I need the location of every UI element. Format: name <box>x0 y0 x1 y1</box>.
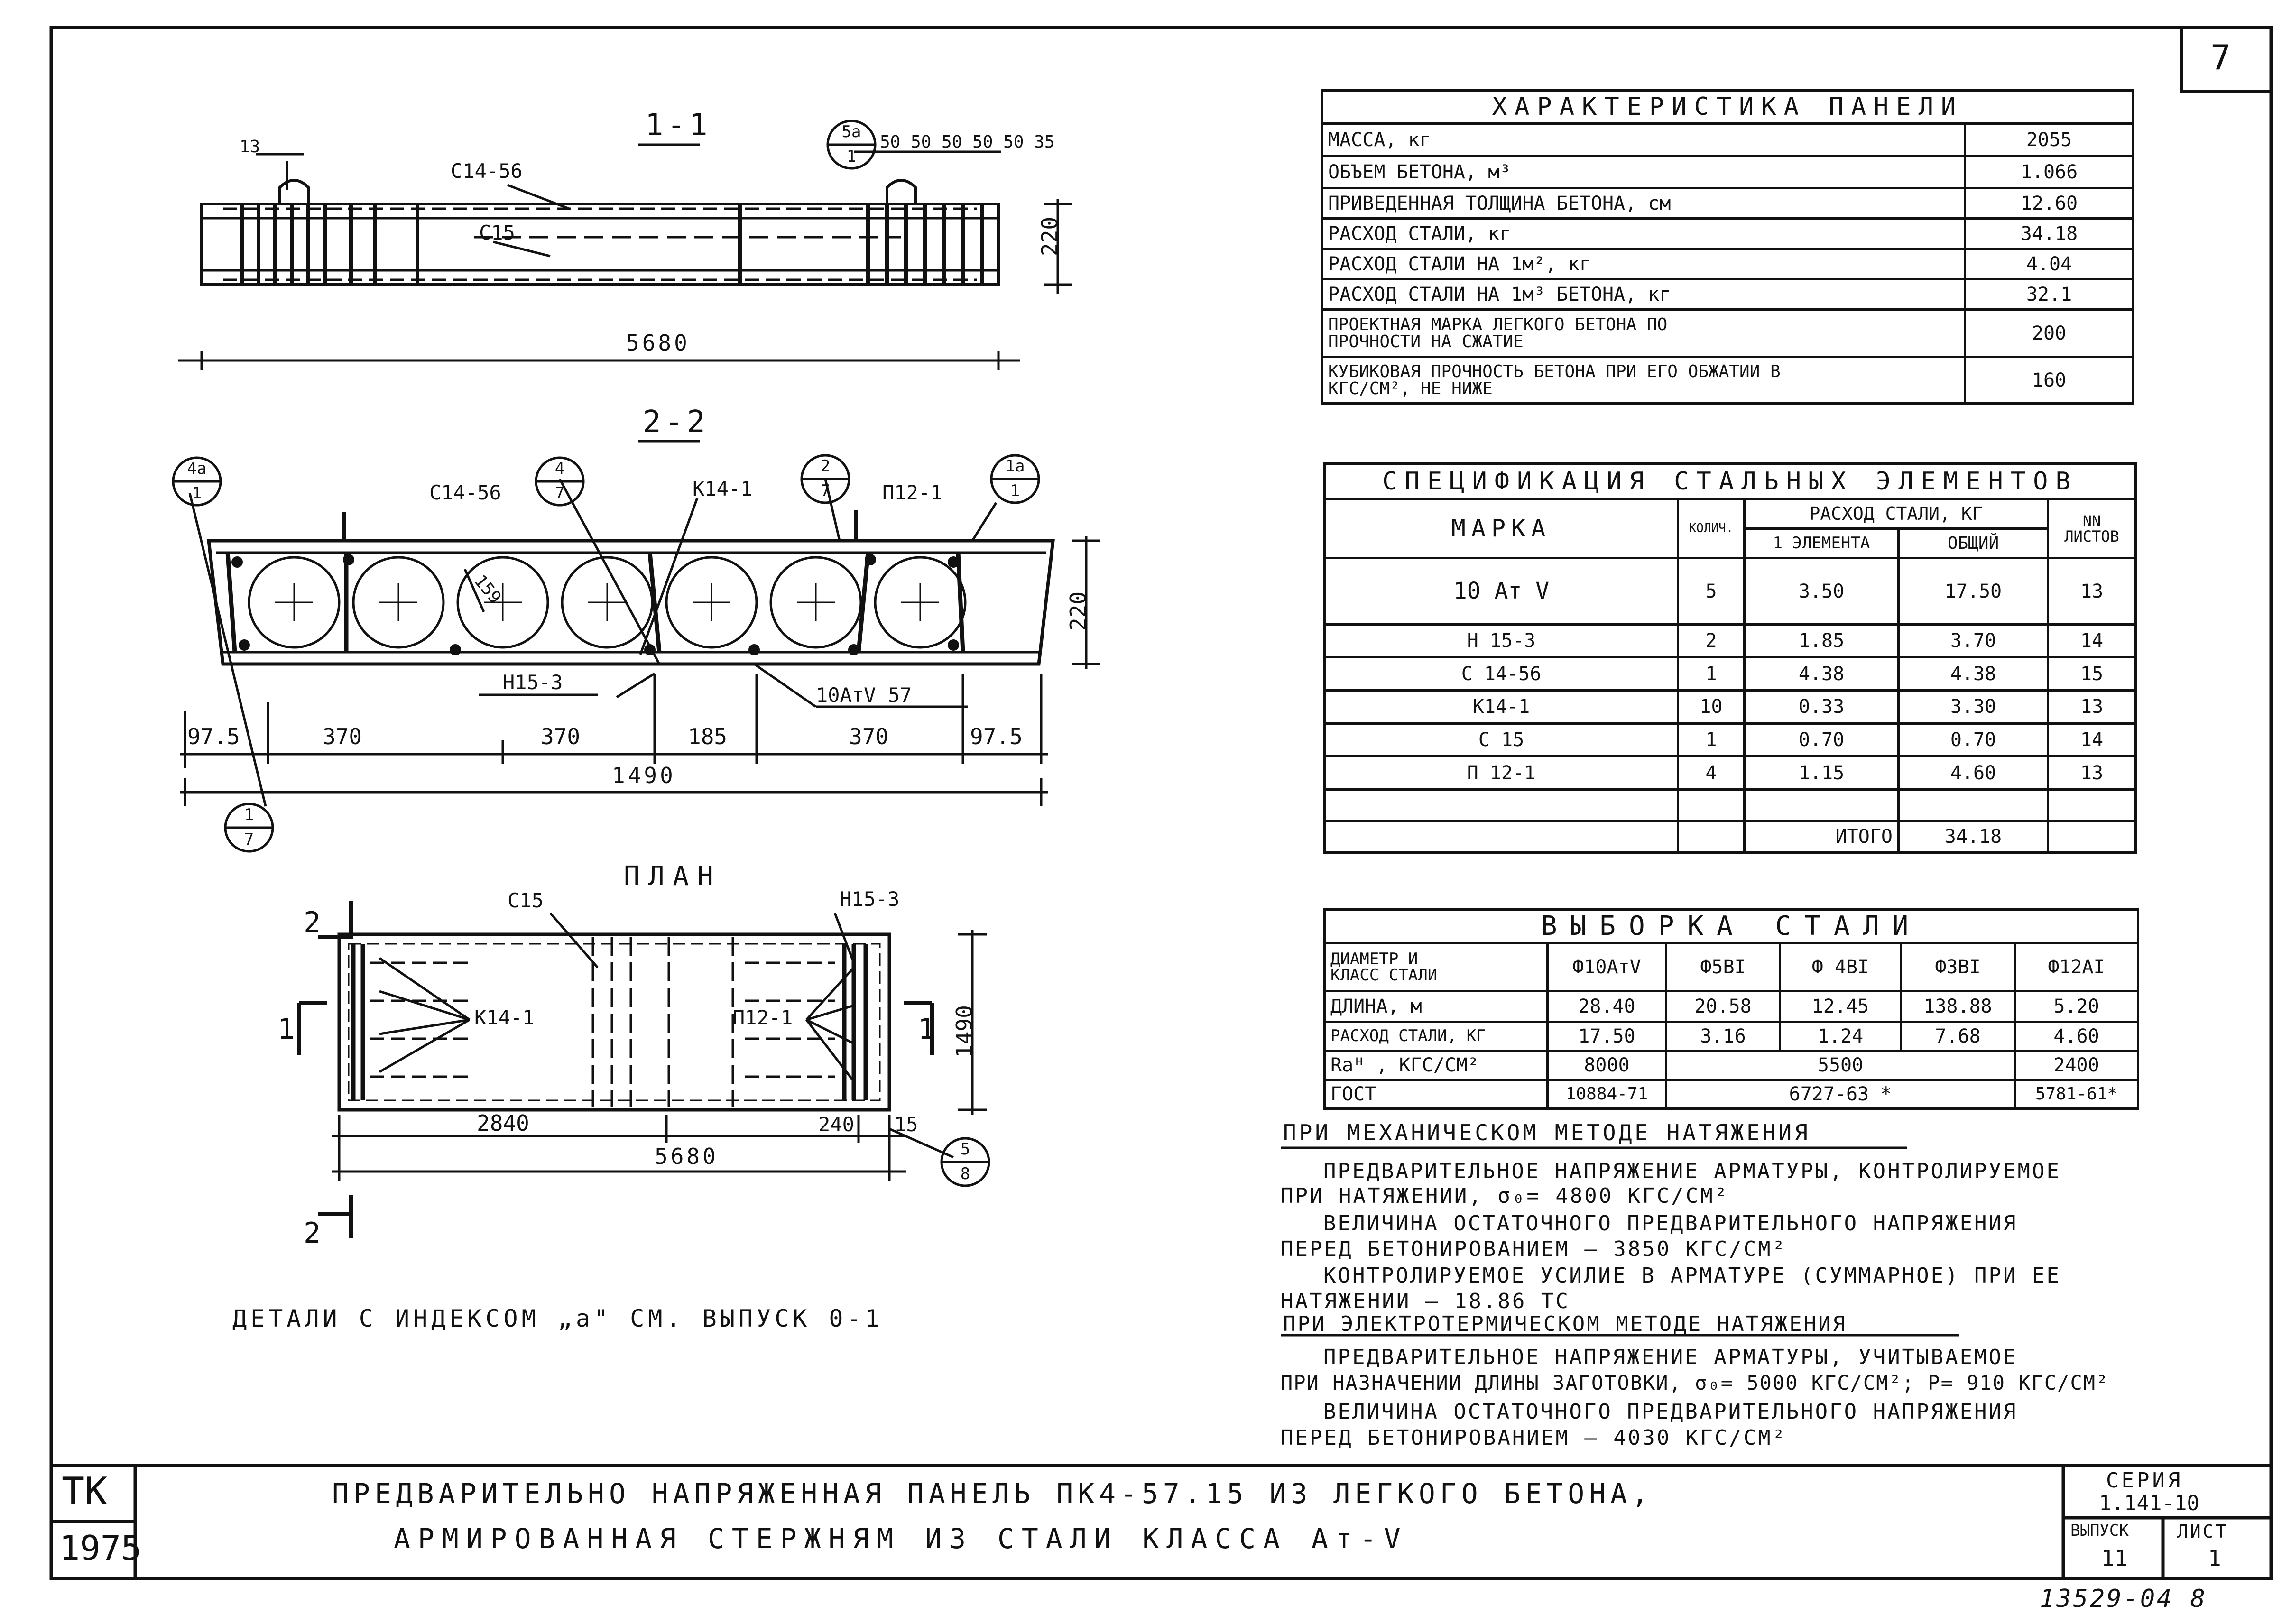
steel-gost-value: 10884-71 <box>1548 1080 1666 1109</box>
tick-13-label: 13 <box>240 137 260 157</box>
char-label-thickness: ПРИВЕДЕННАЯ ТОЛЩИНА БЕТОНА, см <box>1322 188 1965 219</box>
char-value-steel: 34.18 <box>1965 219 2134 249</box>
spec-total-label: ИТОГО <box>1745 821 1899 853</box>
spec-row-sheet: 13 <box>2048 558 2136 624</box>
spec-row-mark: С 14-56 <box>1325 657 1678 691</box>
spec-total-value: 34.18 <box>1899 821 2048 853</box>
plan-length: 5680 <box>655 1144 719 1169</box>
spec-row-mark: П 12-1 <box>1325 757 1678 790</box>
spec-row-total: 0.70 <box>1899 723 2048 757</box>
spec-row-sheet: 15 <box>2048 657 2136 691</box>
section-2-2-height: 220 <box>1065 591 1091 631</box>
details-note: ДЕТАЛИ С ИНДЕКСОМ „а" СМ. ВЫПУСК 0-1 <box>232 1305 883 1332</box>
spec-row-qty: 10 <box>1678 691 1745 724</box>
steel-gost-value: 5781-61* <box>2015 1080 2138 1109</box>
char-label-cube: КУБИКОВАЯ ПРОЧНОСТЬ БЕТОНА ПРИ ЕГО ОБЖАТИИ В КГС/СМ², НЕ НИЖЕ <box>1322 357 1965 404</box>
section-2-2-total: 1490 <box>612 763 676 788</box>
steel-ra-value: 5500 <box>1666 1051 2015 1080</box>
sheet-label: ЛИСТ <box>2177 1521 2228 1542</box>
bar-10at-label: 10АтV 57 <box>816 683 912 707</box>
steel-mass-value: 3.16 <box>1666 1022 1780 1051</box>
char-value-mass: 2055 <box>1965 124 2134 156</box>
spec-row-qty: 2 <box>1678 624 1745 657</box>
spec-row-total: 17.50 <box>1899 558 2048 624</box>
spec-row-one: 0.33 <box>1745 691 1899 724</box>
cut-mark-2-bottom: 2 <box>304 1217 321 1250</box>
callout-5a-top: 5а <box>841 122 861 141</box>
bar-k14-label: К14-1 <box>693 477 753 500</box>
steel-ra-value: 2400 <box>2015 1051 2138 1080</box>
callout-2-7-top: 2 <box>820 457 831 476</box>
characteristics-table <box>1321 89 2134 405</box>
char-value-grade: 200 <box>1965 310 2134 357</box>
steel-ra-label: Raᴴ , КГС/СМ² <box>1325 1051 1548 1080</box>
steel-mass-value: 17.50 <box>1548 1022 1666 1051</box>
dim-370-a: 370 <box>323 724 362 749</box>
issue-value: 11 <box>2101 1545 2128 1571</box>
steel-length-value: 28.40 <box>1548 991 1666 1022</box>
spec-row-one: 1.15 <box>1745 757 1899 790</box>
plan-title: ПЛАН <box>624 861 722 892</box>
specification-title: СПЕЦИФИКАЦИЯ СТАЛЬНЫХ ЭЛЕМЕНТОВ <box>1325 464 2136 499</box>
spec-row-qty: 5 <box>1678 558 1745 624</box>
note-mech-line-3: ВЕЛИЧИНА ОСТАТОЧНОГО ПРЕДВАРИТЕЛЬНОГО НАПРЯЖЕНИЯ <box>1323 1211 2018 1236</box>
steel-head-label: ДИАМЕТР И КЛАСС СТАЛИ <box>1325 943 1548 991</box>
callout-4a-bottom: 1 <box>192 484 202 503</box>
steel-length-value: 5.20 <box>2015 991 2138 1022</box>
callout-5-8-bottom: 8 <box>960 1164 970 1183</box>
bar-c15-label: С15 <box>479 221 515 244</box>
section-2-2-drawing <box>180 479 1100 806</box>
issue-label: ВЫПУСК <box>2070 1521 2129 1540</box>
plan-dim-2840: 2840 <box>477 1110 529 1136</box>
char-label-grade: ПРОЕКТНАЯ МАРКА ЛЕГКОГО БЕТОНА ПО ПРОЧНОСТИ НА СЖАТИЕ <box>1322 310 1965 357</box>
callout-1a-bottom: 1 <box>1010 481 1020 500</box>
char-value-steel-m2: 4.04 <box>1965 249 2134 279</box>
spec-col-one: 1 ЭЛЕМЕНТА <box>1745 529 1899 558</box>
section-1-1-length: 5680 <box>626 330 690 356</box>
plan-drawing <box>299 901 987 1238</box>
plan-dim-15: 15 <box>894 1113 918 1136</box>
steel-mass-label: РАСХОД СТАЛИ, КГ <box>1325 1022 1548 1051</box>
dim-185: 185 <box>688 724 728 749</box>
cut-mark-1-right: 1 <box>918 1013 935 1046</box>
steel-col-3b: Ф3ВI <box>1901 943 2015 991</box>
dim-97-5-left: 97.5 <box>187 724 240 749</box>
steel-length-value: 20.58 <box>1666 991 1780 1022</box>
note-mech-line-6: НАТЯЖЕНИИ – 18.86 ТС <box>1281 1289 1570 1313</box>
drawing-title-line-2: АРМИРОВАННАЯ СТЕРЖНЯМ ИЗ СТАЛИ КЛАССА Ат-V <box>394 1522 1408 1555</box>
dim-97-5-right: 97.5 <box>970 724 1023 749</box>
note-mech-line-1: ПРЕДВАРИТЕЛЬНОЕ НАПРЯЖЕНИЕ АРМАТУРЫ, КОНТРОЛИРУЕМОЕ <box>1323 1159 2061 1183</box>
spec-row-qty: 4 <box>1678 757 1745 790</box>
cut-mark-1-left: 1 <box>277 1013 295 1046</box>
sheet-value: 1 <box>2208 1545 2221 1571</box>
char-value-cube: 160 <box>1965 357 2134 404</box>
steel-col-12a: Ф12АI <box>2015 943 2138 991</box>
bar-c14-label: С14-56 <box>451 159 523 183</box>
spec-col-sheets: NN ЛИСТОВ <box>2048 499 2136 558</box>
spec-row-sheet: 14 <box>2048 624 2136 657</box>
bar-p12-label: П12-1 <box>882 481 942 504</box>
callout-4-7-top: 4 <box>554 459 565 478</box>
spec-col-mark: МАРКА <box>1325 499 1678 558</box>
archive-number: 13529-04 8 <box>2040 1585 2208 1613</box>
steel-ra-value: 8000 <box>1548 1051 1666 1080</box>
plan-bar-k14: К14-1 <box>474 1006 535 1029</box>
sheet-number: 7 <box>2210 37 2231 77</box>
char-value-volume: 1.066 <box>1965 156 2134 188</box>
spec-row-total: 4.38 <box>1899 657 2048 691</box>
callout-5-8-top: 5 <box>960 1140 970 1159</box>
steel-mass-value: 4.60 <box>2015 1022 2138 1051</box>
series-label: СЕРИЯ <box>2106 1468 2183 1493</box>
steel-length-value: 12.45 <box>1780 991 1901 1022</box>
cut-mark-2-top: 2 <box>304 906 321 939</box>
steel-length-value: 138.88 <box>1901 991 2015 1022</box>
spec-row-sheet: 13 <box>2048 691 2136 724</box>
spec-row-mark: Н 15-3 <box>1325 624 1678 657</box>
spec-row-mark: К14-1 <box>1325 691 1678 724</box>
bar-c14-56-label: С14-56 <box>429 481 501 504</box>
steel-col-4b: Ф 4ВI <box>1780 943 1901 991</box>
spec-row-total: 3.30 <box>1899 691 2048 724</box>
title-block-tk: ТК <box>62 1469 108 1513</box>
spec-row-total: 3.70 <box>1899 624 2048 657</box>
callout-1-7-bottom: 7 <box>244 830 254 849</box>
section-1-1-height: 220 <box>1037 216 1062 256</box>
note-mech-line-5: КОНТРОЛИРУЕМОЕ УСИЛИЕ В АРМАТУРЕ (СУММАРНОЕ) ПРИ ЕЕ <box>1323 1264 2061 1288</box>
note-el-line-1: ПРЕДВАРИТЕЛЬНОЕ НАПРЯЖЕНИЕ АРМАТУРЫ, УЧИТЫВАЕМОЕ <box>1323 1345 2018 1369</box>
spec-row-total: 4.60 <box>1899 757 2048 790</box>
note-mech-line-4: ПЕРЕД БЕТОНИРОВАНИЕМ – 3850 КГС/СМ² <box>1281 1237 1787 1261</box>
steel-gost-label: ГОСТ <box>1325 1080 1548 1109</box>
spec-row-one: 3.50 <box>1745 558 1899 624</box>
note-el-line-2: ПРИ НАЗНАЧЕНИИ ДЛИНЫ ЗАГОТОВКИ, σ₀= 5000 КГС/СМ²; Р= 910 КГС/СМ² <box>1281 1371 2109 1394</box>
callout-4-7-bottom: 7 <box>554 484 565 503</box>
characteristics-title: ХАРАКТЕРИСТИКА ПАНЕЛИ <box>1322 91 2134 124</box>
spec-row-one: 4.38 <box>1745 657 1899 691</box>
steel-selection-title: ВЫБОРКА СТАЛИ <box>1325 910 2138 943</box>
spec-row-mark: С 15 <box>1325 723 1678 757</box>
spec-row-mark: 10 Ат V <box>1325 558 1678 624</box>
bar-spacing-dims: 50 50 50 50 50 35 <box>880 132 1055 152</box>
note-mech-line-2: ПРИ НАТЯЖЕНИИ, σ₀= 4800 КГС/СМ² <box>1281 1184 1729 1208</box>
series-value: 1.141-10 <box>2099 1491 2199 1515</box>
section-2-2-title: 2-2 <box>643 405 709 440</box>
steel-gost-value: 6727-63 * <box>1666 1080 2015 1109</box>
spec-row-one: 1.85 <box>1745 624 1899 657</box>
char-value-thickness: 12.60 <box>1965 188 2134 219</box>
spec-col-qty: КОЛИЧ. <box>1678 499 1745 558</box>
steel-length-label: ДЛИНА, м <box>1325 991 1548 1022</box>
note-el-line-4: ПЕРЕД БЕТОНИРОВАНИЕМ – 4030 КГС/СМ² <box>1281 1426 1787 1450</box>
callout-5a-bottom: 1 <box>846 147 857 166</box>
plan-bar-n15: Н15-3 <box>840 887 900 911</box>
void-diameter-label: 159 <box>470 571 505 608</box>
dim-370-b: 370 <box>541 724 581 749</box>
spec-row-one: 0.70 <box>1745 723 1899 757</box>
note-el-title: ПРИ ЭЛЕКТРОТЕРМИЧЕСКОМ МЕТОДЕ НАТЯЖЕНИЯ <box>1283 1312 1848 1336</box>
callout-2-7-bottom: 7 <box>820 481 831 500</box>
bar-n15-label: Н15-3 <box>503 671 563 694</box>
plan-bar-c15: С15 <box>508 889 544 912</box>
steel-col-10at: Ф10АтV <box>1548 943 1666 991</box>
char-label-steel: РАСХОД СТАЛИ, кг <box>1322 219 1965 249</box>
char-label-steel-m3: РАСХОД СТАЛИ НА 1м³ БЕТОНА, кг <box>1322 279 1965 310</box>
char-label-steel-m2: РАСХОД СТАЛИ НА 1м², кг <box>1322 249 1965 279</box>
note-mech-title: ПРИ МЕХАНИЧЕСКОМ МЕТОДЕ НАТЯЖЕНИЯ <box>1283 1120 1811 1145</box>
title-block-year: 1975 <box>59 1528 142 1568</box>
char-label-mass: МАССА, кг <box>1322 124 1965 156</box>
steel-mass-value: 7.68 <box>1901 1022 2015 1051</box>
plan-dim-240: 240 <box>818 1113 854 1136</box>
section-1-1-title: 1-1 <box>645 108 711 143</box>
spec-row-sheet: 14 <box>2048 723 2136 757</box>
spec-row-qty: 1 <box>1678 723 1745 757</box>
steel-mass-value: 1.24 <box>1780 1022 1901 1051</box>
dim-370-c: 370 <box>849 724 889 749</box>
plan-width: 1490 <box>952 1005 977 1058</box>
spec-row-qty: 1 <box>1678 657 1745 691</box>
char-value-steel-m3: 32.1 <box>1965 279 2134 310</box>
plan-bar-p12: П12-1 <box>733 1006 793 1029</box>
spec-col-steel: РАСХОД СТАЛИ, КГ <box>1745 499 2048 529</box>
drawing-title-line-1: ПРЕДВАРИТЕЛЬНО НАПРЯЖЕННАЯ ПАНЕЛЬ ПК4-57.15 ИЗ ЛЕГКОГО БЕТОНА, <box>332 1477 1653 1510</box>
steel-selection-table <box>1323 908 2139 1110</box>
steel-col-5b: Ф5ВI <box>1666 943 1780 991</box>
char-label-volume: ОБЪЕМ БЕТОНА, м³ <box>1322 156 1965 188</box>
spec-row-sheet: 13 <box>2048 757 2136 790</box>
note-el-line-3: ВЕЛИЧИНА ОСТАТОЧНОГО ПРЕДВАРИТЕЛЬНОГО НАПРЯЖЕНИЯ <box>1323 1400 2018 1424</box>
spec-col-total: ОБЩИЙ <box>1899 529 2048 558</box>
section-1-1-drawing <box>178 152 1072 370</box>
specification-table <box>1323 462 2137 854</box>
callout-1a-top: 1а <box>1005 457 1025 476</box>
callout-1-7-top: 1 <box>244 805 254 824</box>
callout-4a-top: 4а <box>187 459 207 478</box>
